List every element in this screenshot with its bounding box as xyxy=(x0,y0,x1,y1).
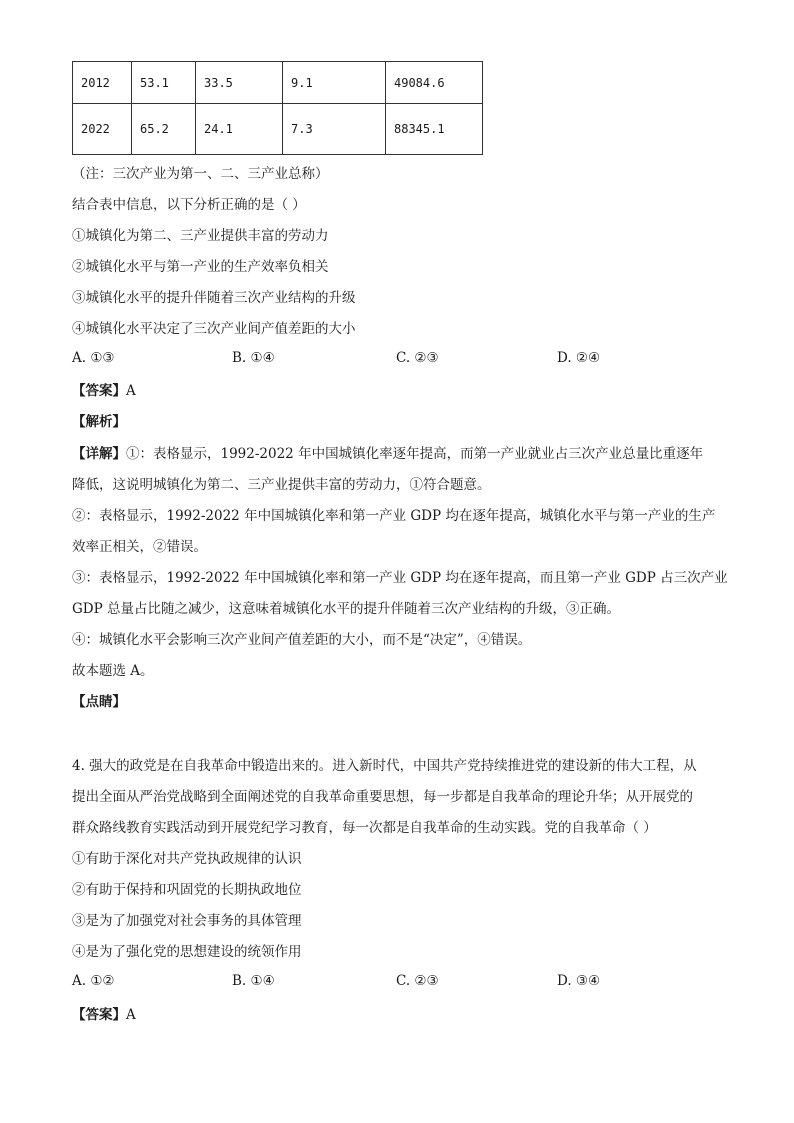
table-cell: 65.2 xyxy=(132,104,196,155)
data-table xyxy=(72,61,483,155)
detail-label: 【详解】 xyxy=(72,446,126,462)
statement-4: ④城镇化水平决定了三次产业间产值差距的大小 xyxy=(72,321,356,337)
detail-line-7: ④：城镇化水平会影响三次产业间产值差距的大小，而不是“决定”，④错误。 xyxy=(72,632,532,648)
table-cell: 9.1 xyxy=(283,62,386,104)
statement-1: ①城镇化为第二、三产业提供丰富的劳动力 xyxy=(72,228,329,244)
table-cell: 24.1 xyxy=(196,104,283,155)
table-cell: 2012 xyxy=(73,62,132,104)
analysis-label: 【解析】 xyxy=(72,414,126,430)
detail-line-5: ③：表格显示，1992-2022 年中国城镇化率和第一产业 GDP 均在逐年提高，而且第一产业 GDP 占三次产业 xyxy=(72,570,728,586)
conclusion: 故本题选 A。 xyxy=(72,663,154,679)
detail-text: ①：表格显示，1992-2022 年中国城镇化率逐年提高，而第一产业就业占三次产业总量比重逐年 xyxy=(126,446,704,462)
q4-answer-value: A xyxy=(126,1007,136,1023)
table-row xyxy=(73,104,483,155)
answer-value: A xyxy=(126,383,136,399)
q4-option-a: A. ①② xyxy=(72,973,115,989)
q4-answer-label: 【答案】 xyxy=(72,1007,126,1023)
q4-stem-line-1: 4. 强大的政党是在自我革命中锻造出来的。进入新时代，中国共产党持续推进党的建设新的伟大工程，从 xyxy=(72,758,697,774)
answer-line xyxy=(72,381,136,401)
q4-answer-line xyxy=(72,1005,136,1025)
table-cell: 33.5 xyxy=(196,62,283,104)
table-cell: 2022 xyxy=(73,104,132,155)
q4-stem-line-2: 提出全面从严治党战略到全面阐述党的自我革命重要思想，每一步都是自我革命的理论升华；从开展党的 xyxy=(72,789,693,805)
q4-statement-1: ①有助于深化对共产党执政规律的认识 xyxy=(72,851,302,867)
q4-option-d: D. ③④ xyxy=(557,973,601,989)
detail-line-6: GDP 总量占比随之减少，这意味着城镇化水平的提升伴随着三次产业结构的升级，③正确。 xyxy=(72,601,620,617)
question-stem: 结合表中信息，以下分析正确的是（ ） xyxy=(72,197,306,213)
detail-line-4: 效率正相关，②错误。 xyxy=(72,539,207,555)
q4-statement-3: ③是为了加强党对社会事务的具体管理 xyxy=(72,913,302,929)
q4-statement-4: ④是为了强化党的思想建设的统领作用 xyxy=(72,944,302,960)
detail-line-2: 降低，这说明城镇化为第二、三产业提供丰富的劳动力，①符合题意。 xyxy=(72,477,491,493)
table-row xyxy=(73,62,483,104)
q4-option-b: B. ①④ xyxy=(232,973,275,989)
detail-line-3: ②：表格显示，1992-2022 年中国城镇化率和第一产业 GDP 均在逐年提高，城镇化水平与第一产业的生产 xyxy=(72,508,716,524)
q4-stem-line-3: 群众路线教育实践活动到开展党纪学习教育，每一次都是自我革命的生动实践。党的自我革命（ ） xyxy=(72,820,657,836)
option-c: C. ②③ xyxy=(396,350,439,366)
statement-2: ②城镇化水平与第一产业的生产效率负相关 xyxy=(72,259,329,275)
dianjing-label: 【点睛】 xyxy=(72,694,126,710)
q4-statement-2: ②有助于保持和巩固党的长期执政地位 xyxy=(72,882,302,898)
statement-3: ③城镇化水平的提升伴随着三次产业结构的升级 xyxy=(72,290,356,306)
detail-line-1 xyxy=(72,444,703,464)
table-note: （注：三次产业为第一、二、三产业总称） xyxy=(72,166,329,182)
table-cell: 7.3 xyxy=(283,104,386,155)
option-a: A. ①③ xyxy=(72,350,115,366)
table-cell: 49084.6 xyxy=(386,62,483,104)
table-cell: 88345.1 xyxy=(386,104,483,155)
option-d: D. ②④ xyxy=(557,350,601,366)
q4-option-c: C. ②③ xyxy=(396,973,439,989)
table-cell: 53.1 xyxy=(132,62,196,104)
option-b: B. ①④ xyxy=(232,350,275,366)
answer-label: 【答案】 xyxy=(72,383,126,399)
